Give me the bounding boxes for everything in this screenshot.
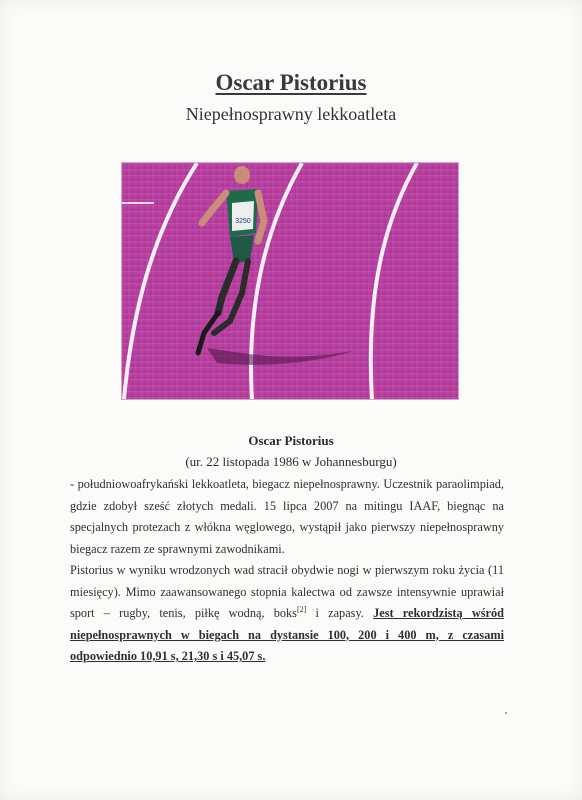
sprinter-on-track-image bbox=[122, 163, 458, 399]
article-body bbox=[70, 474, 504, 668]
caption-birth: (ur. 22 listopada 1986 w Johannesburgu) bbox=[185, 454, 397, 469]
record-emphasis: Jest rekordzistą wśród niepełnosprawnych w biegach na dystansie 100, 200 i 400 m, z czasami odpowiednio 10,91 s, 21,30 s i 45,07 s. bbox=[70, 606, 504, 663]
paragraph-1: - południowoafrykański lekkoatleta, biegacz niepełnosprawny. Uczestnik paraolimpiad, gdzie zdobył sześć złotych medali. 15 lipca 2007 na mitingu IAAF, biegnąc na specjalnych protezach z włókna węglowego, wystąpił jako pierwszy niepełnosprawny biegacz razem ze sprawnymi zawodnikami. bbox=[70, 477, 504, 556]
paragraph-2-text-cont: i zapasy. bbox=[306, 606, 374, 620]
reference-marker: [2] bbox=[296, 604, 307, 614]
page-title: Oscar Pistorius bbox=[215, 70, 367, 95]
athlete-photo bbox=[121, 162, 459, 400]
page-subtitle: Niepełnosprawny lekkoatleta bbox=[185, 104, 397, 124]
caption-name: Oscar Pistorius bbox=[248, 433, 334, 448]
bib-number: 3250 bbox=[235, 218, 251, 225]
paragraph-2 bbox=[70, 560, 504, 668]
paragraph-2-text: Pistorius w wyniku wrodzonych wad stracił obydwie nogi w pierwszym roku życia (11 miesięcy). Mimo zaawansowanego stopnia kalectwa od zawsze intensywnie uprawiał sport – rugby, tenis, piłkę wodną, boks bbox=[70, 563, 504, 620]
scan-speck bbox=[505, 712, 507, 714]
